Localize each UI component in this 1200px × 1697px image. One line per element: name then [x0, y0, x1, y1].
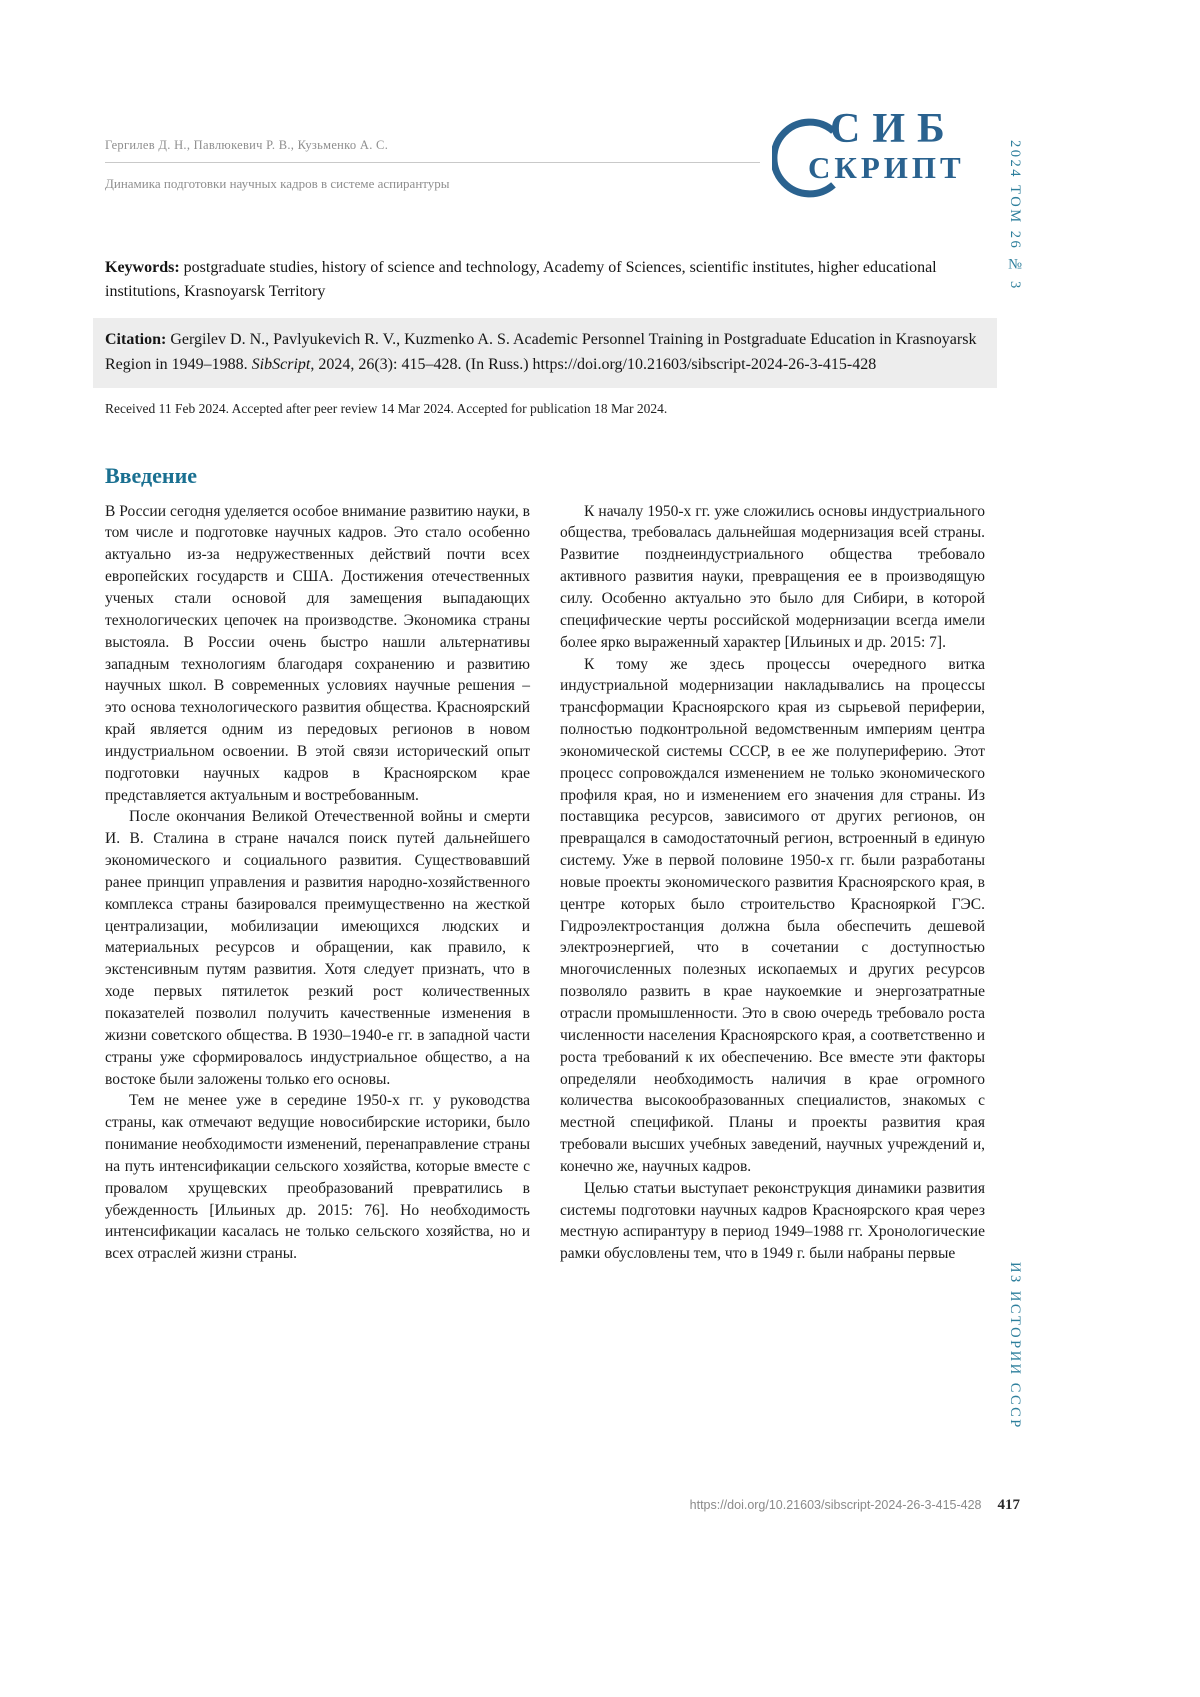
footer-doi-link[interactable]: https://doi.org/10.21603/sibscript-2024-26-3-415-428: [689, 1498, 982, 1512]
paragraph: Тем не менее уже в середине 1950-х гг. у руководства страны, как отмечают ведущие новосибирские историки, было понимание необходимости изменений, перенаправление страны на путь интенсификации сельского хозяйства, которые вместе с провалом хрущевских преобразований превратились в убежденность [Ильиных др. 2015: 76]. Но необходимость интенсификации касалась не только сельского хозяйства, но и всех отраслей жизни страны.: [105, 1092, 530, 1263]
running-head-divider: [105, 162, 760, 163]
paragraph: В России сегодня уделяется особое внимание развитию науки, в том числе и подготовке научных кадров. Это стало особенно актуально из-за недружественных действий почти всех европейских государств и США. Достижения отечественных ученых стали основой для замещения выпадающих технологических цепочек на производстве. Экономика страны выстояла. В России очень быстро нашли альтернативы западным технологиям благодаря сохранению и развитию научных школ. В современных условиях научные решения – это основа технологического развития общества. Красноярский край является одним из передовых регионов в новом индустриальном освоении. В этой связи исторический опыт подготовки научных кадров в Красноярском крае представляется актуальным и востребованным.: [105, 502, 530, 804]
page-number: 417: [997, 1497, 1020, 1513]
keywords-text: postgraduate studies, history of science and technology, Academy of Sciences, scientific institutes, higher educational institutions, Krasnoyarsk Territory: [105, 259, 937, 300]
logo-line2: СКРИПТ: [808, 150, 965, 185]
received-dates-line: Received 11 Feb 2024. Accepted after peer review 14 Mar 2024. Accepted for publication 18 Mar 2024.: [105, 400, 668, 416]
page-content: [105, 0, 985, 1265]
keywords-label: Keywords:: [105, 259, 180, 276]
citation-block: [93, 318, 997, 388]
page-footer: [105, 1496, 1020, 1514]
citation-journal-name: SibScript: [251, 355, 311, 373]
right-column: [560, 501, 985, 1266]
running-head: [105, 0, 985, 192]
citation-label: Citation:: [105, 331, 167, 348]
section-heading-introduction: Введение: [105, 462, 198, 488]
section-label-vertical: ИЗ ИСТОРИИ СССР: [1007, 1262, 1023, 1430]
issue-info-vertical: 2024 ТОМ 26 № 3: [1007, 140, 1023, 291]
citation-text-after[interactable]: , 2024, 26(3): 415–428. (In Russ.) https://doi.org/10.21603/sibscript-2024-26-3-415-428: [310, 355, 877, 373]
logo-line1: СИБ: [830, 106, 957, 152]
paragraph: Целью статьи выступает реконструкция динамики развития системы подготовки научных кадров Красноярского края через местную аспирантуру в период 1949–1988 гг. Хронологические рамки обусловлены тем, что в 1949 г. были набраны первые: [560, 1179, 985, 1263]
running-head-title: Динамика подготовки научных кадров в системе аспирантуры: [105, 176, 450, 191]
paragraph: После окончания Великой Отечественной войны и смерти И. В. Сталина в стране начался поиск путей дальнейшего экономического и социального развития. Существовавший ранее принцип управления и развития народно-хозяйственного комплекса страны базировался преимущественно на жесткой централизации, мобилизации имеющихся людских и материальных ресурсов и обращении, как правило, к экстенсивным путям развития. Хотя следует признать, что в ходе первых пятилеток резкий рост количественных показателей позволил получить качественные изменения в жизни советского общества. В 1930–1940-е гг. в западной части страны уже сформировалось индустриальное общество, а на востоке были заложены только его основы.: [105, 808, 530, 1088]
keywords-block: [105, 256, 985, 304]
two-column-text: [105, 501, 985, 1266]
paragraph: К тому же здесь процессы очередного витка индустриальной модернизации накладывались на процессы трансформации Красноярского края из сырьевой периферии, полностью подконтрольной ведомственным империям центра экономической системы СССР, в ее же полупериферию. Этот процесс сопровождался изменением не только экономического профиля края, но и изменением его значения для страны. Из поставщика ресурсов, зависимого от других регионов, он превращался в самодостаточный регион, встроенный в единую систему. Уже в первой половине 1950-х гг. были разработаны новые проекты экономического развития Красноярского края, в центре которых было строительство Краснояркой ГЭС. Гидроэлектростанция должна была обеспечить дешевой электроэнергией, что в сочетании с доступностью многочисленных полезных ископаемых и других ресурсов позволяло развить в крае наукоемкие и энергозатратные отрасли промышленности. Это в свою очередь требовало роста численности населения Красноярского края, а соответственно и роста требований к их обеспечению. Все вместе эти факторы определяли необходимость наличия в крае огромного количества высокообразованных специалистов, знакомых с местной спецификой. Планы и проекты развития края требовали высших учебных заведений, научных учреждений и, конечно же, научных кадров.: [560, 655, 985, 1175]
paragraph: К началу 1950-х гг. уже сложились основы индустриального общества, требовалась дальнейшая модернизация всей страны. Развитие позднеиндустриального общества требовало активного развития науки, превращения ее в производящую силу. Особенно актуально это было для Сибири, в которой специфические черты российской модернизации всегда имели более ярко выраженный характер [Ильиных и др. 2015: 7].: [560, 502, 985, 651]
citation-text-before: Gergilev D. N., Pavlyukevich R. V., Kuzmenko A. S. Academic Personnel Training in Postgraduate Education in Krasnoyarsk Region in 1949–1988.: [105, 331, 977, 373]
left-column: [105, 501, 530, 1266]
running-head-authors: Гергилев Д. Н., Павлюкевич Р. В., Кузьменко А. С.: [105, 138, 389, 152]
